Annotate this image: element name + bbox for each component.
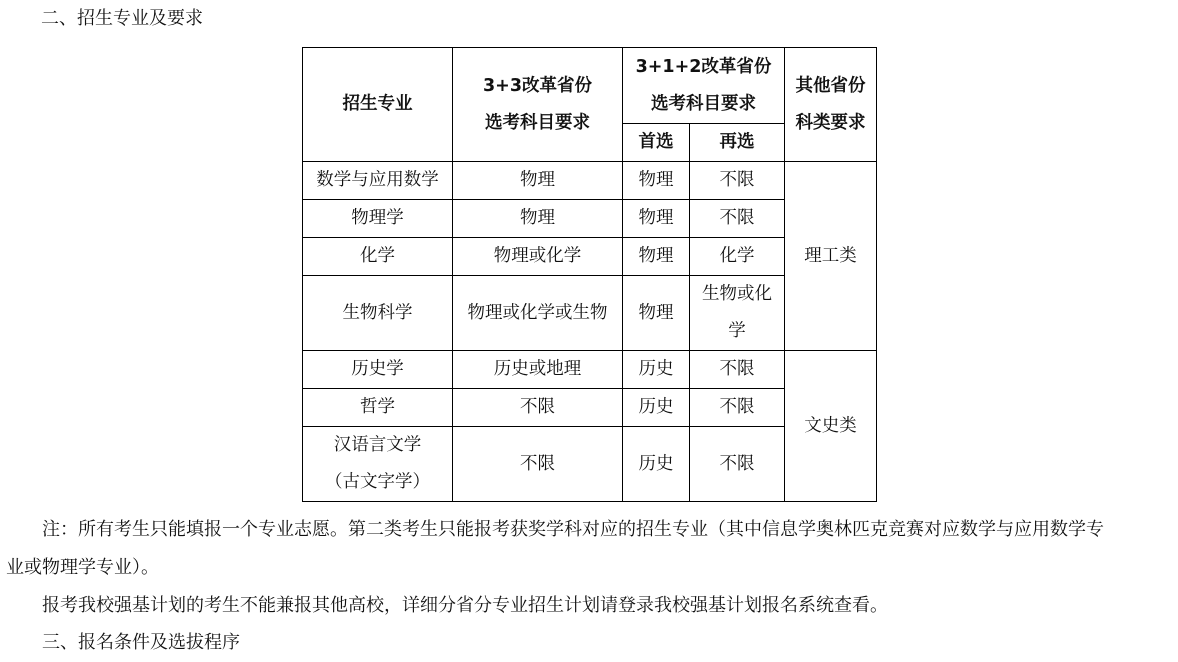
- cell-first-choice: 物理: [623, 162, 690, 200]
- header-reform-3-1-2: [623, 48, 785, 124]
- cell-category-arts: 文史类: [785, 351, 877, 502]
- table-row: [303, 351, 877, 389]
- cell-major: 哲学: [303, 389, 453, 427]
- cell-reform-3-3: 不限: [453, 389, 623, 427]
- cell-first-choice: 历史: [623, 351, 690, 389]
- cell-reform-3-3: 不限: [453, 427, 623, 502]
- header-reform-3-3-line2: 选考科目要求: [485, 112, 590, 133]
- cell-second-choice-line1: 生物或化: [702, 284, 772, 304]
- header-major: 招生专业: [303, 48, 453, 162]
- cell-first-choice: 物理: [623, 276, 690, 351]
- application-paragraph: [6, 587, 1172, 625]
- cell-reform-3-3: 物理: [453, 162, 623, 200]
- cell-reform-3-3: 历史或地理: [453, 351, 623, 389]
- note-line1: 注：所有考生只能填报一个专业志愿。第二类考生只能报考获奖学科对应的招生专业（其中信息学奥林匹克竞赛对应数学与应用数学专: [42, 519, 1104, 540]
- header-other-line2: 科类要求: [795, 112, 866, 133]
- cell-second-choice: 不限: [690, 162, 785, 200]
- cell-category-science: 理工类: [785, 162, 877, 351]
- header-other-line1: 其他省份: [795, 75, 866, 96]
- cell-second-choice: 不限: [690, 200, 785, 238]
- cell-second-choice: 不限: [690, 351, 785, 389]
- header-second-choice: 再选: [690, 124, 785, 162]
- next-section-text: 三、报名条件及选拔程序: [42, 632, 240, 653]
- cell-first-choice: 历史: [623, 389, 690, 427]
- table-row: [303, 162, 877, 200]
- application-text: 报考我校强基计划的考生不能兼报其他高校，详细分省分专业招生计划请登录我校强基计划报名系统查看。: [42, 595, 888, 616]
- cell-major: 数学与应用数学: [303, 162, 453, 200]
- cell-major: 历史学: [303, 351, 453, 389]
- cell-reform-3-3: 物理: [453, 200, 623, 238]
- cell-major: 生物科学: [303, 276, 453, 351]
- header-reform-3-1-2-line1: 3+1+2改革省份: [635, 56, 772, 77]
- cell-first-choice: 物理: [623, 200, 690, 238]
- cell-first-choice: 历史: [623, 427, 690, 502]
- cell-first-choice: 物理: [623, 238, 690, 276]
- cell-second-choice: [690, 276, 785, 351]
- cell-reform-3-3: 物理或化学: [453, 238, 623, 276]
- cell-major: 化学: [303, 238, 453, 276]
- cell-reform-3-3: 物理或化学或生物: [453, 276, 623, 351]
- cell-major: 物理学: [303, 200, 453, 238]
- header-reform-3-1-2-line2: 选考科目要求: [651, 93, 756, 114]
- next-section-heading: [6, 624, 1172, 662]
- cell-second-choice: 不限: [690, 427, 785, 502]
- note-line2: 业或物理学专业）。: [6, 557, 159, 578]
- cell-second-choice: 化学: [690, 238, 785, 276]
- cell-major: [303, 427, 453, 502]
- cell-second-choice-line2: 学: [728, 321, 746, 341]
- header-other-provinces: [785, 48, 877, 162]
- table-note: [6, 511, 1172, 587]
- header-reform-3-3-line1: 3+3改革省份: [482, 75, 593, 96]
- header-first-choice: 首选: [623, 124, 690, 162]
- section-heading: 二、招生专业及要求: [41, 8, 203, 29]
- cell-second-choice: 不限: [690, 389, 785, 427]
- admission-requirements-table: [302, 47, 877, 502]
- cell-major-line2: （古文字学）: [325, 472, 430, 492]
- cell-major-line1: 汉语言文学: [333, 435, 422, 455]
- header-reform-3-3: [453, 48, 623, 162]
